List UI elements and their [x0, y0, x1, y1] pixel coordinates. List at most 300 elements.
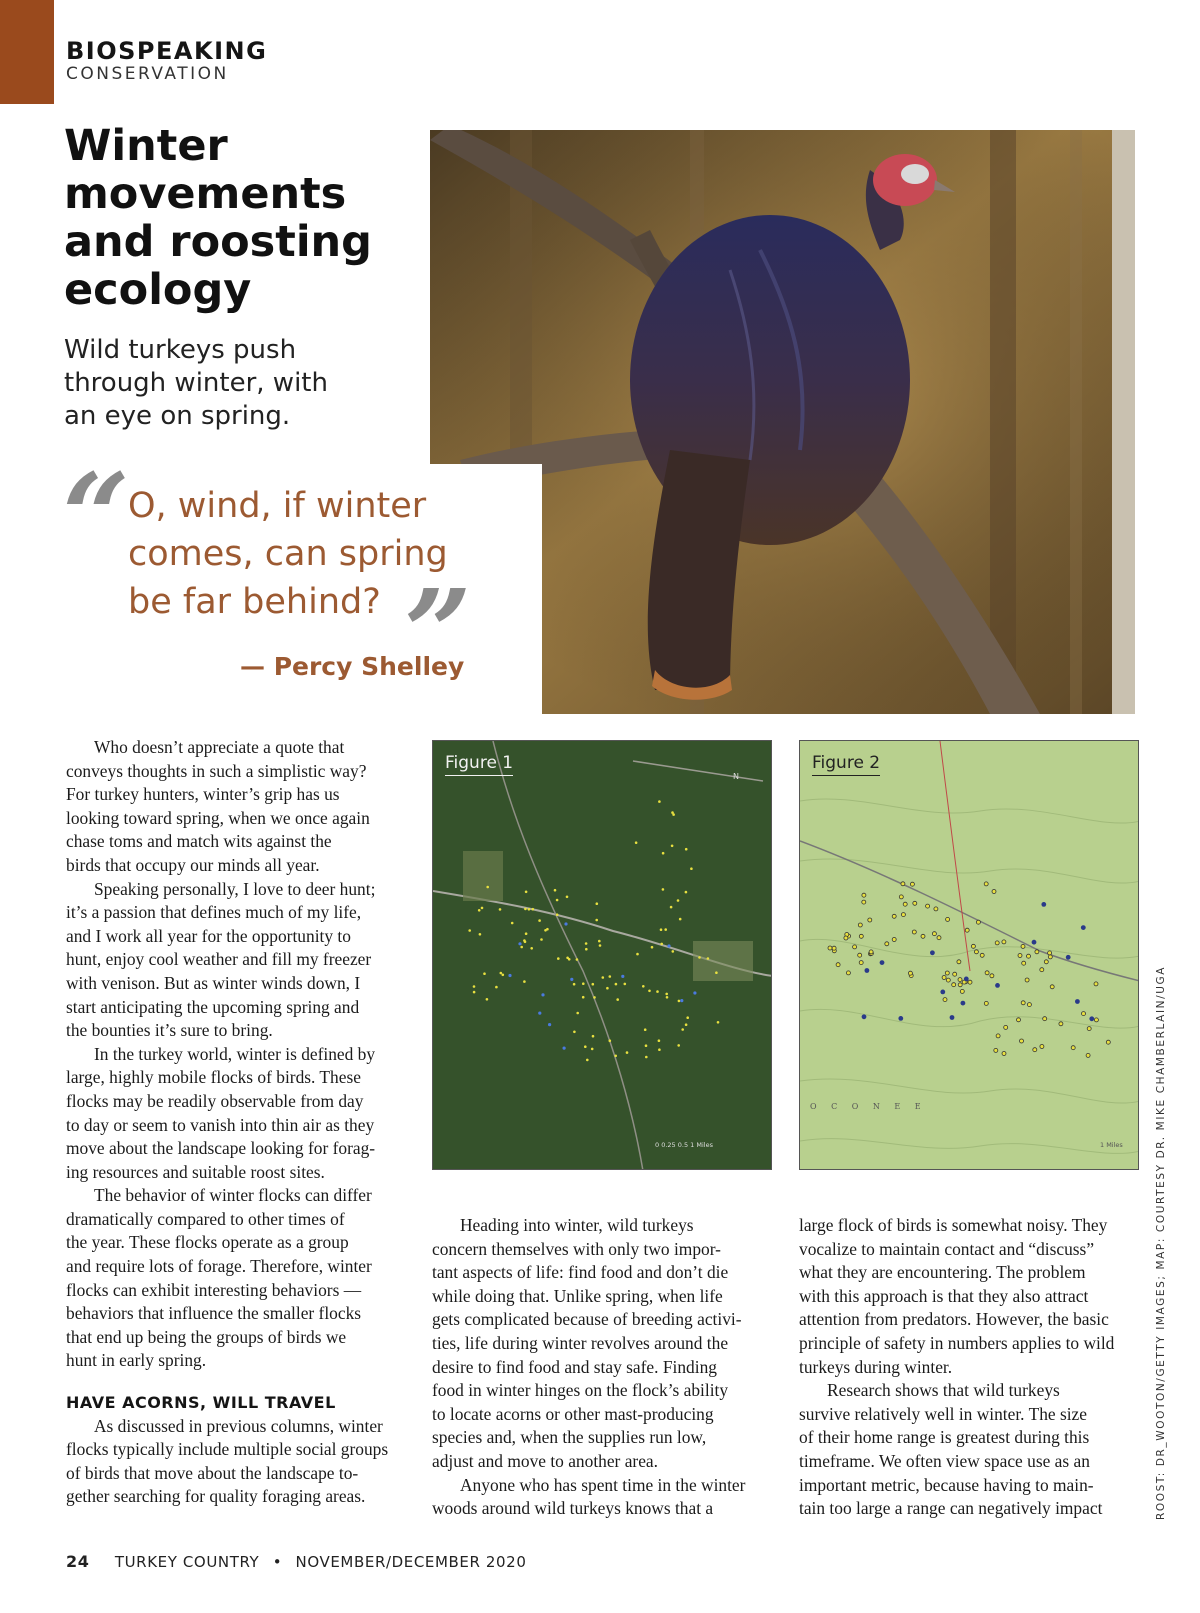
- location-dot: [582, 996, 585, 999]
- location-dot: [853, 945, 857, 949]
- location-dot: [524, 908, 527, 911]
- location-dot: [486, 998, 489, 1001]
- location-dot: [554, 889, 557, 892]
- location-dot: [648, 990, 651, 993]
- location-dot: [952, 983, 956, 987]
- location-dot: [596, 902, 599, 905]
- location-dot: [573, 1031, 576, 1034]
- location-dot: [636, 953, 639, 956]
- location-dot: [481, 907, 484, 910]
- location-dot: [1025, 978, 1029, 982]
- location-dot: [645, 1056, 648, 1059]
- location-dot: [556, 913, 559, 916]
- location-dot: [479, 933, 482, 936]
- body-column-2: [432, 1214, 772, 1521]
- location-dot: [602, 976, 605, 979]
- location-dot: [573, 983, 576, 986]
- location-dot: [1035, 950, 1039, 954]
- location-dot: [576, 1012, 579, 1015]
- location-dot: [958, 978, 962, 982]
- body-line: tain too large a range can negatively impact: [799, 1498, 1103, 1519]
- location-dot: [957, 960, 961, 964]
- body-line: principle of safety in numbers applies to wild: [799, 1332, 1115, 1353]
- pull-quote-line: comes, can spring: [128, 534, 448, 574]
- location-dot: [548, 1023, 551, 1026]
- location-dot: [880, 960, 885, 965]
- location-dot: [592, 983, 595, 986]
- location-dot: [635, 841, 638, 844]
- body-line: In the turkey world, winter is defined by: [94, 1043, 376, 1064]
- body-line: the year. These flocks operate as a group: [66, 1232, 349, 1253]
- location-dot: [665, 993, 668, 996]
- location-dot: [1040, 1045, 1044, 1049]
- location-dot: [869, 950, 873, 954]
- map-scale: 1 Miles: [1100, 1141, 1123, 1149]
- section-subtitle: CONSERVATION: [66, 64, 229, 84]
- location-dot: [662, 852, 665, 855]
- location-dot: [586, 1059, 589, 1062]
- location-dot: [943, 998, 947, 1002]
- location-dot: [667, 944, 670, 947]
- location-dot: [591, 1048, 594, 1051]
- body-line: The behavior of winter flocks can differ: [94, 1185, 372, 1206]
- body-line: concern themselves with only two impor-: [432, 1238, 721, 1259]
- figure-label: Figure 1: [445, 753, 513, 776]
- location-dot: [1087, 1027, 1091, 1031]
- location-dot: [532, 908, 535, 911]
- location-dot: [621, 975, 624, 978]
- article-headline: [64, 122, 424, 314]
- location-dot: [576, 958, 579, 961]
- body-line: of their home range is greatest during this: [799, 1427, 1090, 1448]
- location-dot: [530, 947, 533, 950]
- location-dot: [677, 899, 680, 902]
- body-line: flocks typically include multiple social groups: [66, 1439, 389, 1460]
- location-dot: [525, 932, 528, 935]
- location-dot: [865, 968, 870, 973]
- location-dot: [546, 928, 549, 931]
- location-dot: [707, 957, 710, 960]
- location-dot: [899, 895, 903, 899]
- location-dot: [508, 974, 511, 977]
- body-line: survive relatively well in winter. The size: [799, 1403, 1087, 1424]
- headline-line: and roosting: [64, 217, 372, 267]
- location-dot: [1106, 1040, 1110, 1044]
- location-dot: [862, 1014, 867, 1019]
- north-arrow: N: [733, 772, 739, 781]
- location-dot: [525, 891, 528, 894]
- location-dot: [473, 985, 476, 988]
- article-dek: [64, 334, 414, 433]
- location-dot: [1048, 955, 1052, 959]
- body-line: with venison. But as winter winds down, I: [66, 972, 361, 993]
- location-dot: [995, 941, 999, 945]
- location-dot: [942, 976, 946, 980]
- location-dot: [1059, 1022, 1063, 1026]
- body-line: hunt in early spring.: [66, 1350, 207, 1371]
- location-dot: [656, 990, 659, 993]
- body-column-1: [66, 736, 416, 1509]
- dek-line: through winter, with: [64, 368, 328, 398]
- location-dot: [717, 1021, 720, 1024]
- location-dot: [994, 1048, 998, 1052]
- body-column-3: [799, 1214, 1144, 1521]
- body-line: gether searching for quality foraging areas.: [66, 1486, 366, 1507]
- dek-line: Wild turkeys push: [64, 335, 297, 365]
- body-line: with this approach is that they also attract: [799, 1285, 1089, 1306]
- location-dot: [934, 907, 938, 911]
- close-quote-icon: ”: [404, 563, 472, 702]
- body-line: to day or seem to vanish into thin air as they: [66, 1114, 375, 1135]
- location-dot: [566, 896, 569, 899]
- location-dot: [1075, 999, 1080, 1004]
- location-dot: [606, 987, 609, 990]
- location-dot: [1066, 955, 1071, 960]
- location-dot: [858, 923, 862, 927]
- location-dot: [658, 800, 661, 803]
- location-dot: [644, 1028, 647, 1031]
- location-dot: [862, 893, 866, 897]
- location-dot: [908, 971, 912, 975]
- location-dot: [836, 963, 840, 967]
- location-dot: [624, 983, 627, 986]
- body-line: woods around wild turkeys knows that a: [432, 1498, 714, 1519]
- location-dot: [930, 950, 935, 955]
- location-dot: [985, 971, 989, 975]
- location-dot: [844, 936, 848, 940]
- body-line: of birds that move about the landscape to-: [66, 1462, 359, 1483]
- location-dot: [846, 971, 850, 975]
- body-line: turkeys during winter.: [799, 1356, 953, 1377]
- location-dot: [557, 957, 560, 960]
- location-dot: [538, 919, 541, 922]
- location-dot: [495, 986, 498, 989]
- body-line: Heading into winter, wild turkeys: [460, 1215, 694, 1235]
- location-dot: [499, 908, 502, 911]
- location-dot: [968, 980, 972, 984]
- location-dot: [658, 1048, 661, 1051]
- location-dot: [828, 946, 832, 950]
- location-dot: [658, 1039, 661, 1042]
- location-dot: [671, 845, 674, 848]
- location-dot: [940, 990, 945, 995]
- location-dot: [664, 928, 667, 931]
- location-dot: [715, 971, 718, 974]
- body-line: ties, life during winter revolves around the: [432, 1332, 729, 1353]
- location-dot: [961, 1001, 966, 1006]
- location-dot: [984, 1001, 988, 1005]
- location-dot: [892, 938, 896, 942]
- location-dot: [984, 882, 988, 886]
- body-line: large, highly mobile flocks of birds. These: [66, 1067, 361, 1088]
- location-dot: [996, 1034, 1000, 1038]
- location-dot: [1081, 925, 1086, 930]
- body-line: and require lots of forage. Therefore, winter: [66, 1256, 372, 1277]
- location-dot: [468, 929, 471, 932]
- location-dot: [520, 946, 523, 949]
- body-line: species and, when the supplies run low,: [432, 1427, 707, 1448]
- headline-line: movements: [64, 169, 347, 219]
- body-line: tant aspects of life: find food and don’t die: [432, 1262, 729, 1283]
- body-line: ing resources and suitable roost sites.: [66, 1161, 325, 1182]
- location-dot: [913, 901, 917, 905]
- location-dot: [1050, 985, 1054, 989]
- location-dot: [937, 936, 941, 940]
- location-dot: [1021, 1001, 1025, 1005]
- location-dot: [976, 920, 980, 924]
- body-line: gets complicated because of breeding activi-: [432, 1309, 742, 1330]
- location-dot: [868, 918, 872, 922]
- body-line: Speaking personally, I love to deer hunt;: [94, 878, 376, 899]
- location-dot: [1027, 954, 1031, 958]
- location-dot: [932, 932, 936, 936]
- location-dot: [1002, 1052, 1006, 1056]
- location-dot: [556, 899, 559, 902]
- location-dot: [686, 1016, 689, 1019]
- body-line: and I work all year for the opportunity to: [66, 925, 351, 946]
- location-dot: [1094, 982, 1098, 986]
- location-dot: [946, 917, 950, 921]
- location-dot: [1041, 902, 1046, 907]
- location-dot: [901, 913, 905, 917]
- location-dot: [585, 942, 588, 945]
- body-line: that end up being the groups of birds we: [66, 1326, 347, 1347]
- body-line: chase toms and match wits against the: [66, 831, 332, 852]
- location-dot: [486, 886, 489, 889]
- body-line: birds that occupy our minds all year.: [66, 854, 320, 875]
- location-dot: [478, 909, 481, 912]
- location-dot: [950, 1015, 955, 1020]
- body-line: the bounties it’s sure to bring.: [66, 1020, 273, 1041]
- location-dot: [523, 939, 526, 942]
- location-dot: [990, 974, 994, 978]
- location-dot: [1044, 960, 1048, 964]
- location-dot: [614, 1055, 617, 1058]
- location-dot: [651, 946, 654, 949]
- body-line: behaviors that influence the smaller flocks: [66, 1303, 362, 1324]
- location-dot: [958, 983, 962, 987]
- location-dot: [1033, 1048, 1037, 1052]
- location-dot: [1048, 951, 1052, 955]
- location-dot: [660, 943, 663, 946]
- page-footer: [66, 1552, 526, 1571]
- location-dot: [666, 996, 669, 999]
- body-line: attention from predators. However, the basic: [799, 1309, 1109, 1330]
- location-dot: [858, 953, 862, 957]
- location-dot: [859, 934, 863, 938]
- location-dot: [974, 950, 978, 954]
- location-dot: [662, 888, 665, 891]
- satellite-map-image: [433, 741, 772, 1170]
- location-dot: [910, 882, 914, 886]
- location-dot: [946, 978, 950, 982]
- location-dot: [1071, 1046, 1075, 1050]
- location-dot: [538, 1012, 541, 1015]
- location-dot: [502, 974, 505, 977]
- location-dot: [584, 1045, 587, 1048]
- location-dot: [1021, 944, 1025, 948]
- location-dot: [563, 1047, 566, 1050]
- location-dot: [672, 813, 675, 816]
- location-dot: [473, 991, 476, 994]
- location-dot: [540, 938, 543, 941]
- body-line: flocks may be readily observable from day: [66, 1090, 364, 1111]
- dek-line: an eye on spring.: [64, 401, 291, 431]
- location-dot: [678, 1000, 681, 1003]
- location-dot: [566, 957, 569, 960]
- magazine-name: TURKEY COUNTRY: [114, 1553, 260, 1571]
- location-dot: [615, 983, 618, 986]
- location-dot: [921, 934, 925, 938]
- location-dot: [901, 882, 905, 886]
- map-area-label: O C O N E E: [810, 1102, 927, 1111]
- photo-credit: ROOST: DR_WOOTON/GETTY IMAGES; MAP: COURTESY DR. MIKE CHAMBERLAIN/UGA: [1155, 965, 1167, 1520]
- body-line: timeframe. We often view space use as an: [799, 1450, 1090, 1471]
- body-line: to locate acorns or other mast-producing: [432, 1403, 714, 1424]
- location-dot: [995, 983, 1000, 988]
- open-quote-icon: “: [62, 447, 130, 586]
- location-dot: [698, 956, 701, 959]
- location-dot: [593, 996, 596, 999]
- location-dot: [585, 948, 588, 951]
- location-dot: [1027, 1003, 1031, 1007]
- body-line: For turkey hunters, winter’s grip has us: [66, 784, 340, 805]
- body-line: As discussed in previous columns, winter: [94, 1415, 383, 1436]
- location-dot: [679, 918, 682, 921]
- location-dot: [528, 908, 531, 911]
- location-dot: [960, 989, 964, 993]
- body-line: start anticipating the upcoming spring and: [66, 996, 360, 1017]
- body-line: Anyone who has spent time in the winter: [460, 1474, 746, 1495]
- location-dot: [892, 914, 896, 918]
- section-color-tab: [0, 0, 54, 104]
- location-dot: [885, 942, 889, 946]
- location-dot: [483, 972, 486, 975]
- location-dot: [500, 972, 503, 975]
- location-dot: [898, 1016, 903, 1021]
- body-line: conveys thoughts in such a simplistic way?: [66, 760, 367, 781]
- location-dot: [564, 922, 567, 925]
- location-dot: [523, 980, 526, 983]
- location-dot: [1089, 1016, 1094, 1021]
- location-dot: [609, 975, 612, 978]
- location-dot: [570, 978, 573, 981]
- location-dot: [616, 998, 619, 1001]
- body-line: important metric, because having to main-: [799, 1474, 1094, 1495]
- location-dot: [541, 993, 544, 996]
- location-dot: [690, 867, 693, 870]
- location-dot: [609, 1039, 612, 1042]
- location-dot: [953, 972, 957, 976]
- location-dot: [964, 977, 969, 982]
- location-dot: [672, 950, 675, 953]
- body-line: food in winter hinges on the flock’s ability: [432, 1380, 729, 1401]
- pull-quote-line: be far behind?: [128, 582, 381, 622]
- location-dot: [1022, 961, 1026, 965]
- location-dot: [912, 930, 916, 934]
- location-dot: [595, 919, 598, 922]
- location-dot: [862, 900, 866, 904]
- location-dot: [1040, 968, 1044, 972]
- location-dot: [971, 944, 975, 948]
- section-label: [66, 38, 267, 84]
- body-line: flocks can exhibit interesting behaviors —: [66, 1279, 362, 1300]
- location-dot: [1002, 940, 1006, 944]
- location-dot: [645, 1044, 648, 1047]
- location-dot: [685, 891, 688, 894]
- body-line: hunt, enjoy cool weather and fill my freezer: [66, 949, 372, 970]
- location-dot: [592, 1035, 595, 1038]
- body-line: desire to find food and stay safe. Finding: [432, 1356, 717, 1377]
- location-dot: [681, 1028, 684, 1031]
- location-dot: [680, 999, 683, 1002]
- location-dot: [945, 971, 949, 975]
- location-dot: [980, 953, 984, 957]
- location-dot: [626, 1051, 629, 1054]
- location-dot: [670, 906, 673, 909]
- location-dot: [685, 848, 688, 851]
- headline-line: Winter: [64, 121, 228, 171]
- location-dot: [693, 991, 696, 994]
- location-dot: [992, 890, 996, 894]
- location-dot: [1094, 1018, 1098, 1022]
- section-subhead: HAVE ACORNS, WILL TRAVEL: [66, 1393, 336, 1413]
- body-line: while doing that. Unlike spring, when life: [432, 1285, 723, 1306]
- location-dot: [1086, 1053, 1090, 1057]
- headline-line: ecology: [64, 265, 252, 315]
- location-dot: [926, 904, 930, 908]
- location-dot: [582, 982, 585, 985]
- topo-map-image: [800, 741, 1139, 1170]
- location-dot: [677, 1044, 680, 1047]
- location-dot: [518, 942, 521, 945]
- body-line: dramatically compared to other times of: [66, 1208, 345, 1229]
- body-line: adjust and move to another area.: [432, 1450, 658, 1471]
- issue-date: NOVEMBER/DECEMBER 2020: [295, 1553, 527, 1571]
- map-scale: 0 0.25 0.5 1 Miles: [655, 1141, 713, 1149]
- location-dot: [832, 946, 836, 950]
- body-line: move about the landscape looking for forag-: [66, 1138, 376, 1159]
- body-line: Who doesn’t appreciate a quote that: [94, 737, 345, 757]
- pull-quote-line: O, wind, if winter: [128, 486, 427, 526]
- figure-1-satellite-map: [432, 740, 772, 1170]
- body-line: what they are encountering. The problem: [799, 1262, 1086, 1283]
- location-dot: [859, 961, 863, 965]
- location-dot: [965, 928, 969, 932]
- figure-label: Figure 2: [812, 753, 880, 776]
- footer-separator: •: [272, 1553, 283, 1571]
- section-title: BIOSPEAKING: [66, 37, 268, 65]
- location-dot: [642, 985, 645, 988]
- location-dot: [1017, 1018, 1021, 1022]
- location-dot: [1043, 1017, 1047, 1021]
- body-line: looking toward spring, when we once again: [66, 807, 370, 828]
- body-line: vocalize to maintain contact and “discuss”: [799, 1238, 1095, 1259]
- location-dot: [598, 940, 601, 943]
- location-dot: [1082, 1012, 1086, 1016]
- location-dot: [685, 1023, 688, 1026]
- location-dot: [1032, 940, 1037, 945]
- location-dot: [1004, 1025, 1008, 1029]
- location-dot: [511, 922, 514, 925]
- location-dot: [1018, 954, 1022, 958]
- figure-2-topographic-map: [799, 740, 1139, 1170]
- location-dot: [1020, 1039, 1024, 1043]
- pull-quote-attribution: — Percy Shelley: [240, 652, 465, 681]
- location-dot: [660, 928, 663, 931]
- body-line: large flock of birds is somewhat noisy. They: [799, 1215, 1108, 1235]
- body-line: it’s a passion that defines much of my life,: [66, 902, 362, 923]
